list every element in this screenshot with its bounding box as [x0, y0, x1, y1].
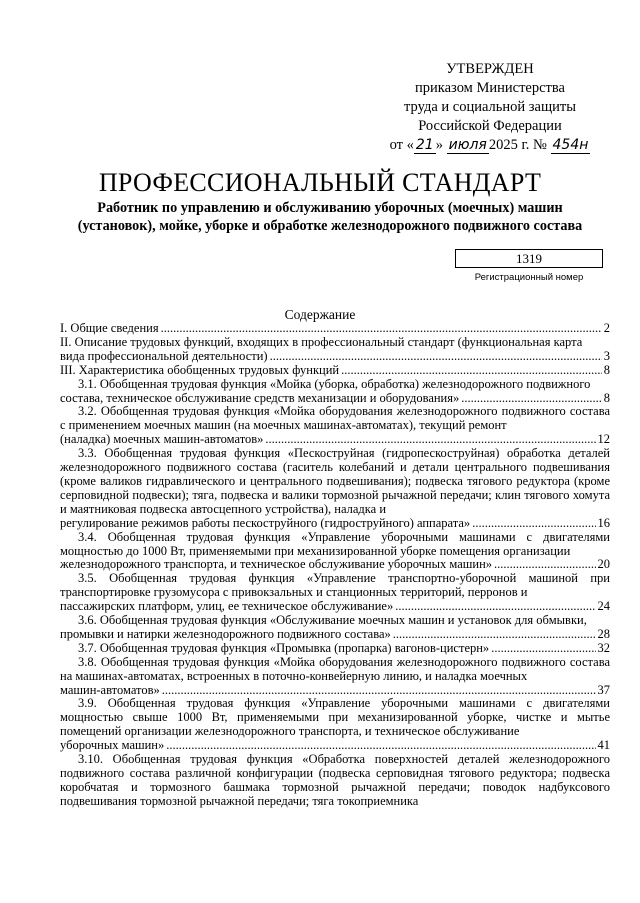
toc-entry[interactable] — [60, 753, 610, 809]
contents-list — [60, 322, 610, 809]
toc-entry-text-cont: состава, техническое обслуживание средств механизации и оборудования» — [60, 390, 460, 405]
toc-entry-text-cont: железнодорожного транспорта, и техническое обслуживание уборочных машин» — [60, 557, 493, 572]
toc-entry-page: 12 — [597, 432, 610, 447]
handwritten-order-number: 454н — [552, 137, 589, 153]
approval-date-line — [380, 136, 600, 155]
toc-entry-text: 3.3. Обобщенная трудовая функция «Пескоструйная (гидропескоструйная) обработка деталей железнодорожного подвижного состава (гаситель колебаний и детали центрального подвешивания (кроме валиков гидравлического и центрального подвешивания); подвеска тягового редуктора (кроме серповидной подвески); тяга, подвеска и валики тормозной рычажной передачи; клин тягового хомута и маятниковая подвеска автосцепного устройства), наладка и — [60, 446, 610, 516]
toc-entry[interactable] — [60, 447, 610, 530]
toc-entry[interactable] — [60, 656, 610, 698]
toc-entry-page: 3 — [603, 348, 610, 363]
contents-title: Содержание — [284, 307, 356, 322]
date-year-number: 2025 г. № — [488, 137, 547, 153]
toc-entry[interactable] — [60, 697, 610, 753]
toc-entry-text-cont: (наладка) моечных машин-автоматов» — [60, 432, 264, 447]
toc-entry-text-cont: вида профессиональной деятельности) — [60, 348, 268, 363]
toc-entry-text: 3.9. Обобщенная трудовая функция «Управление уборочными машинами с двигателями мощностью свыше 1000 Вт, применяемыми при механизированной уборке, чистке и мытье помещений организации железнодорожного транспорта, и техническое обслуживание — [60, 696, 610, 739]
toc-entry-text-cont: промывки и натирки железнодорожного подвижного состава» — [60, 626, 391, 641]
toc-entry-page: 2 — [603, 321, 610, 335]
toc-entry[interactable] — [60, 642, 610, 656]
toc-entry-text: 3.2. Обобщенная трудовая функция «Мойка оборудования железнодорожного подвижного состава с применением моечных машин (на моечных машинах-автоматах), текущий ремонт — [60, 404, 610, 433]
document-subtitle: Работник по управлению и обслуживанию уборочных (моечных) машин (установок), мойке, уборке и обработке железнодорожного подвижного состава — [77, 200, 583, 234]
toc-entry-text: 3.4. Обобщенная трудовая функция «Управление уборочными машинами с двигателями мощностью до 1000 Вт, применяемыми при механизированной уборке помещения организации — [60, 529, 610, 558]
toc-entry[interactable] — [60, 336, 610, 364]
date-prefix: от « — [389, 137, 414, 153]
toc-entry-text: 3.8. Обобщенная трудовая функция «Мойка оборудования железнодорожного подвижного состава на машинах-автоматах, встроенных в поточно-конвейерную линию, и наладка моечных — [60, 654, 610, 683]
toc-entry-page: 8 — [603, 362, 610, 377]
toc-entry-page: 41 — [597, 738, 610, 753]
toc-entry-text-cont: уборочных машин» — [60, 738, 165, 753]
approval-block — [380, 60, 600, 155]
toc-entry-page: 37 — [597, 682, 610, 697]
toc-entry-page: 20 — [597, 557, 610, 572]
toc-entry-text: 3.5. Обобщенная трудовая функция «Управление транспортно-уборочной машиной при транспортировке грузомусора с привокзальных и станционных территорий, перронов и — [60, 571, 610, 600]
toc-entry[interactable] — [60, 378, 610, 406]
toc-entry-page: 32 — [597, 640, 610, 655]
toc-entry-text-cont: пассажирских платформ, улиц, ее техническое обслуживание» — [60, 599, 394, 614]
approval-order-line: приказом Министерства — [415, 80, 565, 96]
approval-heading: УТВЕРЖДЕН — [446, 61, 534, 77]
toc-entry-text-cont: регулирование режимов работы пескоструйного (гидроструйного) аппарата» — [60, 515, 471, 530]
approval-ministry-line: труда и социальной защиты — [404, 99, 576, 115]
toc-entry[interactable] — [60, 405, 610, 447]
toc-entry-text: 3.1. Обобщенная трудовая функция «Мойка (уборка, обработка) железнодорожного подвижного — [78, 376, 591, 391]
toc-entry[interactable] — [60, 572, 610, 614]
toc-entry[interactable] — [60, 531, 610, 573]
toc-entry-page: 28 — [597, 626, 610, 641]
date-mid: » — [435, 137, 443, 153]
toc-entry-page: 8 — [603, 390, 610, 405]
toc-entry[interactable] — [60, 322, 610, 336]
toc-entry-text: 3.10. Обобщенная трудовая функция «Обработка поверхностей деталей железнодорожного подвижного состава различной конфигурации (подвеска серповидная тягового редуктора; подвеска коробчатая и тормозного башмака тормозной рычажной передачи; поводок надбуксового подвешивания тормозной рычажной передачи; тяга токоприемника — [60, 752, 610, 808]
document-title: ПРОФЕССИОНАЛЬНЫЙ СТАНДАРТ — [98, 168, 542, 197]
registration-number-caption: Регистрационный номер — [474, 272, 584, 283]
toc-entry-text: III. Характеристика обобщенных трудовых функций — [60, 362, 340, 377]
toc-entry-text: II. Описание трудовых функций, входящих в профессиональный стандарт (функциональная карта — [60, 334, 583, 349]
toc-entry-text: 3.7. Обобщенная трудовая функция «Промывка (пропарка) вагонов-цистерн» — [78, 640, 490, 655]
toc-entry-text: 3.6. Обобщенная трудовая функция «Обслуживание моечных машин и установок для обмывки, — [78, 613, 587, 628]
toc-entry[interactable] — [60, 614, 610, 642]
handwritten-month: июля — [448, 137, 487, 153]
handwritten-day: 21 — [415, 137, 434, 153]
toc-entry-page: 16 — [597, 515, 610, 530]
registration-number-box: 1319 — [455, 249, 603, 268]
toc-entry-text-cont: машин-автоматов» — [60, 682, 160, 697]
approval-country-line: Российской Федерации — [418, 118, 562, 134]
toc-entry-page: 24 — [597, 599, 610, 614]
toc-entry[interactable] — [60, 364, 610, 378]
toc-entry-text: I. Общие сведения — [60, 321, 159, 335]
